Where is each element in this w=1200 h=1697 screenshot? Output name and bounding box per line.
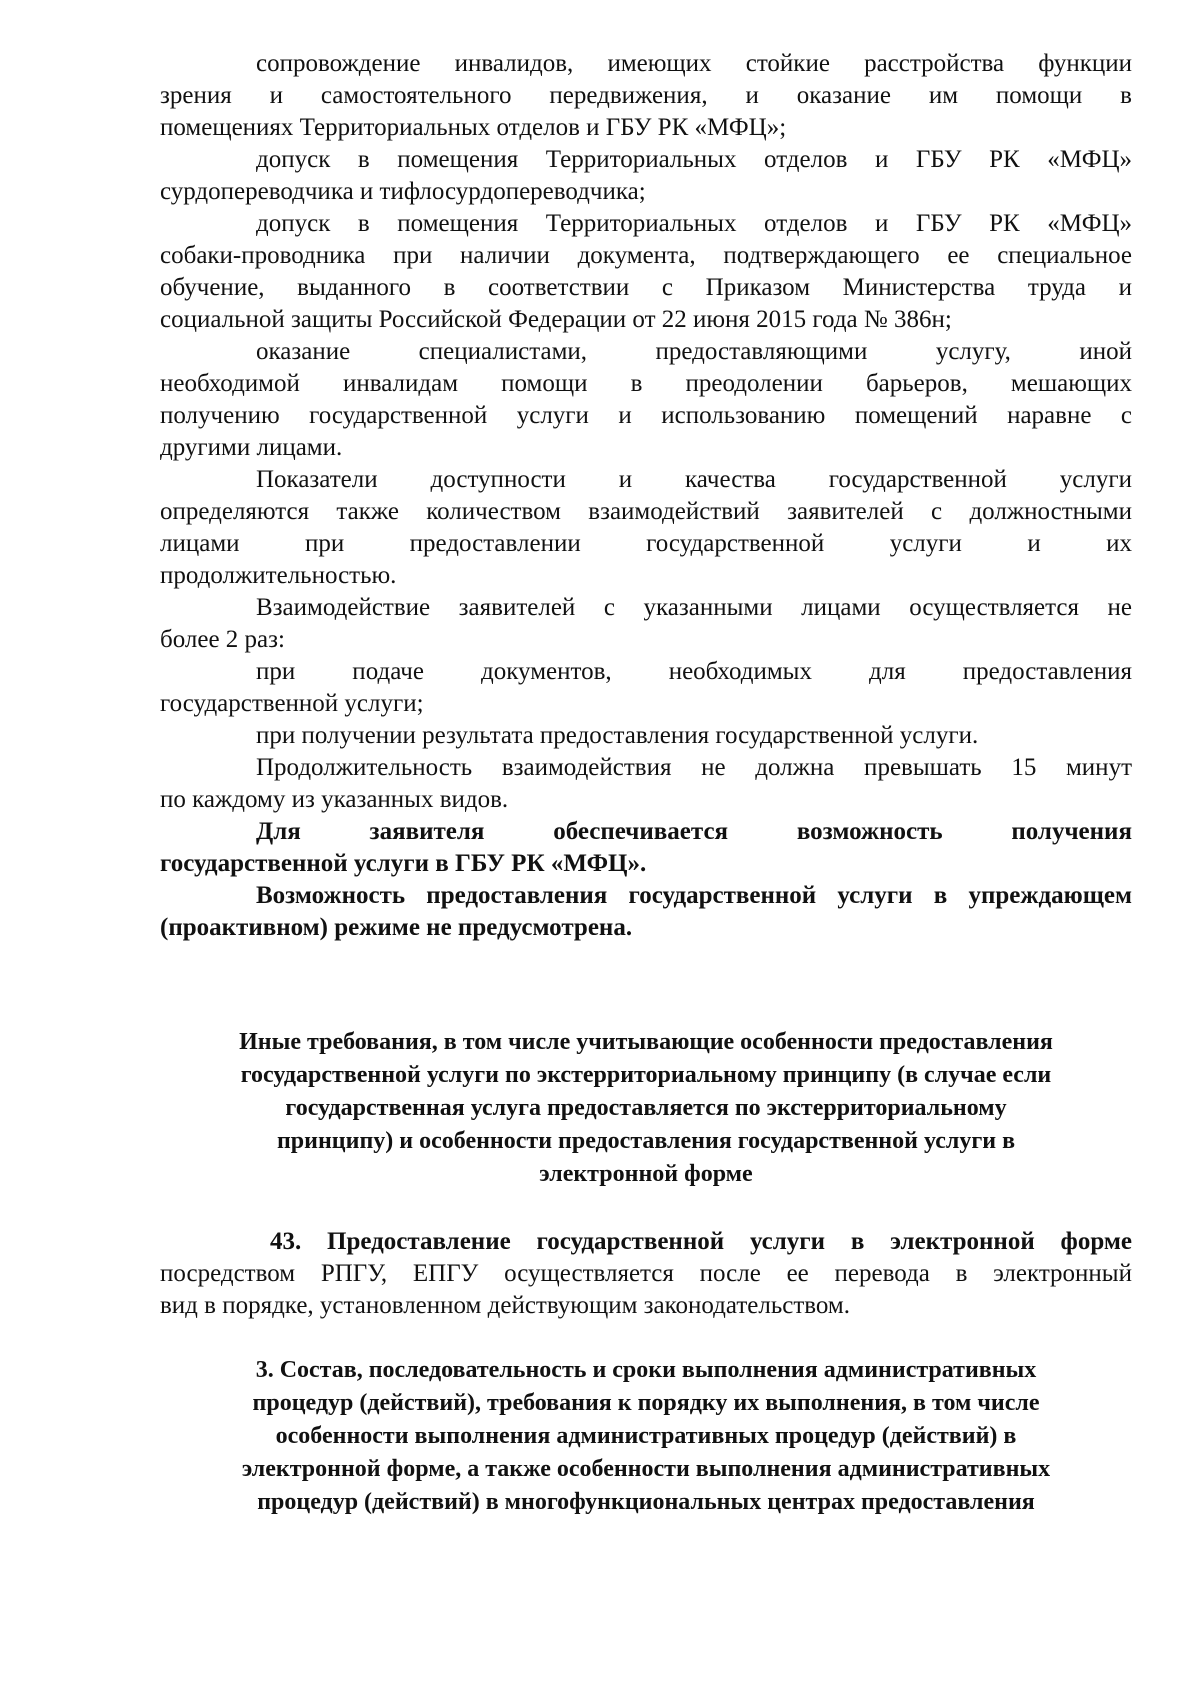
text-line: зрения и самостоятельного передвижения, и оказание им помощи в xyxy=(160,82,1132,109)
section-heading-other-requirements xyxy=(150,1026,1142,1191)
text-line: другими лицами. xyxy=(160,434,343,461)
text-line: помещениях Территориальных отделов и ГБУ РК «МФЦ»; xyxy=(160,114,787,141)
paragraph-43 xyxy=(160,1226,1132,1322)
text-line: лицами при предоставлении государственной услуги и их xyxy=(160,530,1132,557)
text-line: посредством РПГУ, ЕПГУ осуществляется после ее перевода в электронный xyxy=(160,1260,1132,1287)
heading-line: особенности выполнения административных процедур (действий) в xyxy=(275,1423,1017,1449)
text-line: вид в порядке, установленном действующим законодательством. xyxy=(160,1292,850,1319)
text-line: Продолжительность взаимодействия не должна превышать 15 минут xyxy=(256,754,1132,781)
text-line: 43. Предоставление государственной услуги в электронной форме xyxy=(270,1228,1132,1255)
text-line: по каждому из указанных видов. xyxy=(160,786,509,813)
heading-line: процедур (действий) в многофункциональных центрах предоставления xyxy=(257,1489,1035,1515)
heading-line: принципу) и особенности предоставления государственной услуги в xyxy=(276,1128,1016,1154)
text-line: государственной услуги; xyxy=(160,690,424,717)
text-line: Возможность предоставления государственной услуги в упреждающем xyxy=(256,882,1132,909)
text-line: обучение, выданного в соответствии с Приказом Министерства труда и xyxy=(160,274,1132,301)
text-line: государственной услуги в ГБУ РК «МФЦ». xyxy=(160,850,647,877)
heading-line: государственной услуги по экстерриториальному принципу (в случае если xyxy=(240,1062,1052,1088)
text-line: более 2 раз: xyxy=(160,626,285,653)
text-line: сурдопереводчика и тифлосурдопереводчика; xyxy=(160,178,646,205)
heading-line: Иные требования, в том числе учитывающие особенности предоставления xyxy=(239,1029,1053,1055)
text-line: собаки-проводника при наличии документа, подтверждающего ее специальное xyxy=(160,242,1132,269)
heading-line: 3. Состав, последовательность и сроки выполнения административных xyxy=(255,1357,1037,1383)
text-line: допуск в помещения Территориальных отделов и ГБУ РК «МФЦ» xyxy=(256,210,1132,237)
text-line: определяются также количеством взаимодействий заявителей с должностными xyxy=(160,498,1132,525)
heading-line: государственная услуга предоставляется по экстерриториальному xyxy=(285,1095,1007,1121)
text-line: получению государственной услуги и использованию помещений наравне с xyxy=(160,402,1132,429)
text-line: при получении результата предоставления государственной услуги. xyxy=(256,722,979,749)
text-line: Для заявителя обеспечивается возможность получения xyxy=(256,818,1132,845)
text-line: при подаче документов, необходимых для предоставления xyxy=(256,658,1132,685)
text-line: социальной защиты Российской Федерации от 22 июня 2015 года № 386н; xyxy=(160,306,952,333)
text-line: (проактивном) режиме не предусмотрена. xyxy=(160,914,633,941)
section-heading-3 xyxy=(150,1354,1142,1519)
heading-line: процедур (действий), требования к порядку их выполнения, в том числе xyxy=(252,1390,1040,1416)
text-line: продолжительностью. xyxy=(160,562,397,589)
heading-line: электронной форме xyxy=(539,1161,753,1187)
text-line: Взаимодействие заявителей с указанными лицами осуществляется не xyxy=(256,594,1132,621)
body-text xyxy=(160,48,1132,944)
heading-line: электронной форме, а также особенности выполнения административных xyxy=(241,1456,1051,1482)
text-line: оказание специалистами, предоставляющими услугу, иной xyxy=(256,338,1132,365)
text-line: Показатели доступности и качества государственной услуги xyxy=(256,466,1132,493)
text-line: сопровождение инвалидов, имеющих стойкие расстройства функции xyxy=(256,50,1132,77)
text-line: допуск в помещения Территориальных отделов и ГБУ РК «МФЦ» xyxy=(256,146,1132,173)
text-line: необходимой инвалидам помощи в преодолении барьеров, мешающих xyxy=(160,370,1132,397)
